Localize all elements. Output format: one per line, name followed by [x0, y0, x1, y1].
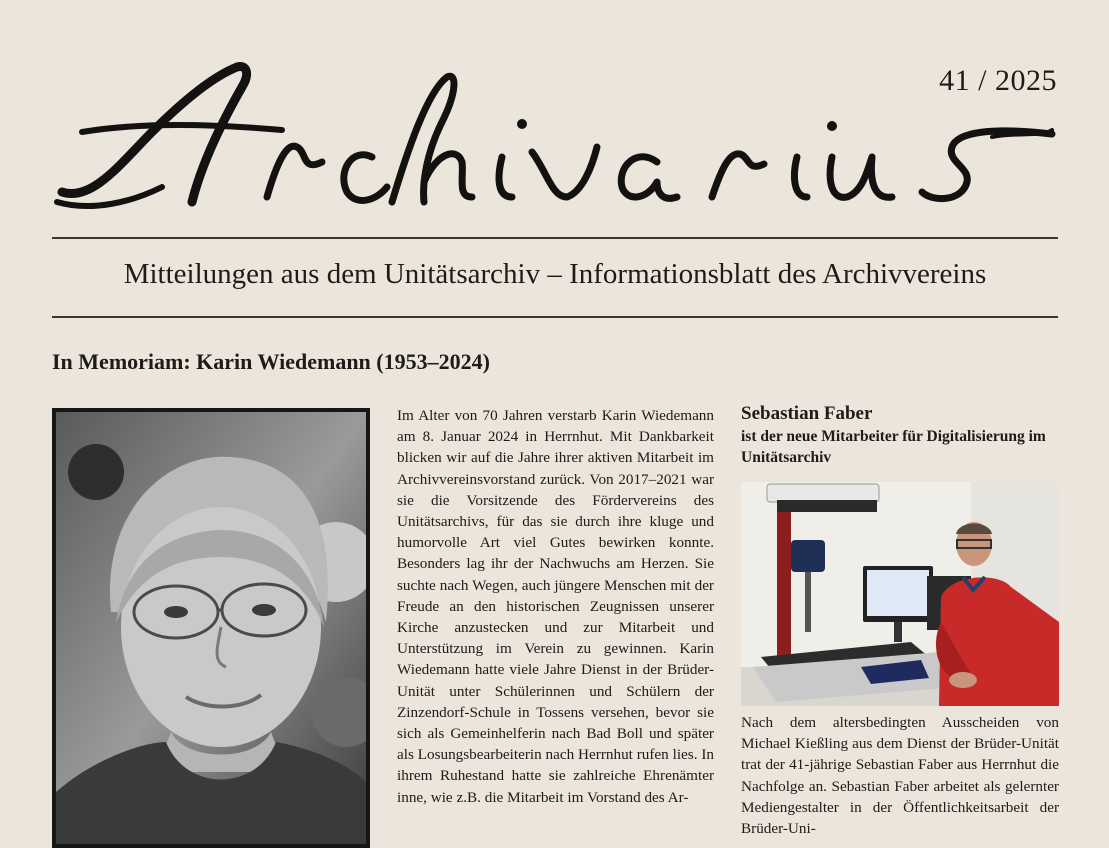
- masthead-rule-top: [52, 237, 1058, 239]
- sidebar-name: Sebastian Faber: [741, 403, 873, 424]
- masthead-title-logo: [52, 52, 1062, 227]
- masthead-subtitle: Mitteilungen aus dem Unitätsarchiv – Informationsblatt des Archivvereins: [123, 258, 987, 290]
- issue-number: 41 / 2025: [939, 64, 1057, 97]
- sidebar-header: [741, 402, 1059, 468]
- sidebar-role: ist der neue Mitarbeiter für Digitalisierung im Unitätsarchiv: [741, 428, 1046, 466]
- article-body: Im Alter von 70 Jahren verstarb Karin Wiedemann am 8. Januar 2024 in Herrnhut. Mit Dankbarkeit blicken wir auf die Jahre ihrer aktiven Mitarbeit im Archivvereinsvorstand zurück. Von 2017–2021 war sie die Vorsitzende des Fördervereins des Unitätsarchivs, für das sie durch ihre kluge und humorvolle Art viel Gutes bewirken konnte. Besonders lag ihr der Nachwuchs am Herzen. Sie suchte nach Wegen, auch jüngere Menschen mit der Freude an den historischen Zeugnissen unserer Kirche anzustecken und zur Mitarbeit und Unterstützung im Verein zu gewinnen. Karin Wiedemann hatte viele Jahre Dienst in der Brüder-Unität unter Schülerinnen und Schülern der Zinzendorf-Schule in Tossens versehen, bevor sie sich als Gemeinhelferin nach Bad Boll und später als Losungsbearbeiterin nach Herrnhut rufen lies. In ihrem Ruhestand hatte sie zahlreiche Ehrenämter inne, wie z.B. die Mitarbeit im Vorstand des Ar-: [397, 407, 714, 806]
- sidebar-body: Nach dem altersbedingten Ausscheiden von Michael Kießling aus dem Dienst der Brüder-Unität trat der 41-jährige Sebastian Faber aus Herrnhut die Nachfolge an. Sebastian Faber arbeitet als gelernter Mediengestalter in der Öffentlichkeitsarbeit der Brüder-Uni-: [741, 714, 1059, 838]
- scanner-photo: [741, 482, 1059, 706]
- article-headline: In Memoriam: Karin Wiedemann (1953–2024): [52, 349, 490, 374]
- masthead-rule-bottom: [52, 316, 1058, 318]
- portrait-photo: [52, 408, 370, 848]
